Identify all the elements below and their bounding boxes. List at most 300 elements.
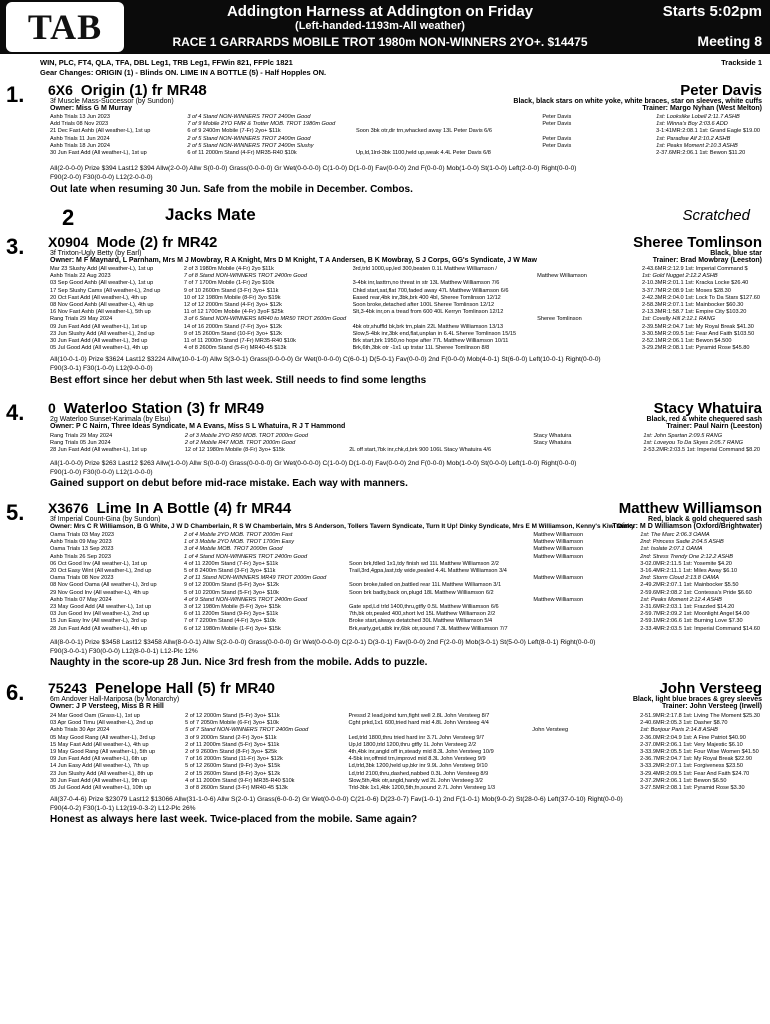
form-cell: 4th,4bk inr,angld off in,steady mid 8.3L John Versteeg 10/9 (348, 749, 494, 756)
runner-number: 1. (6, 82, 25, 107)
form-row (50, 440, 762, 447)
form-row (50, 128, 762, 135)
form-cell: Up,ld 1800,trld 1200,thru gtfly 1L John Versteeg 2/2 (348, 741, 477, 748)
form-cell: 08 Nov Good Ashb (All weather-L), 4th up (50, 302, 154, 309)
horse-name: Jacks Mate (165, 205, 256, 224)
form-row (50, 295, 762, 302)
form-row (50, 720, 762, 727)
form-cell: Rang Trials 05 Jun 2024 (50, 440, 111, 447)
form-cell: 2-13.3MR:1:58.7 1st: Empire City $103.20 (641, 309, 747, 316)
driver-name: Stacy Whatuira (653, 400, 762, 417)
career-stats: All(1-0-0-0) Prize $263 Last12 $263 Allw(1-0-0) Allw S(0-0-0) Grass(0-0-0-0) Gr Wet(0-0-0-0) C(1-0-0) D(1-0-0) Fav(0-0-0) 2nd F(0-0-0) Mob(1-0-0) St(0-0-0) Left(1-0-0) Right(0-0-0) (50, 460, 577, 467)
form-cell: Mar 23 Slushy Add (All weather-L), 1st up (50, 266, 154, 272)
trainer: Trainer: Brad Mowbray (Leeston) (652, 257, 762, 264)
form-cell: 14 Jun Easy Add (All weather-L), 7th up (50, 763, 149, 770)
track-conditions: (Left-handed-1193m-All weather) (295, 20, 465, 32)
form-row (50, 331, 762, 338)
form-cell (532, 756, 640, 763)
form-cell: 24 Mar Good Oam (Grass-L), 1st up (50, 713, 140, 719)
form-cell: 4-5bk inr,offmid trn,improvd mid 8.3L John Versteeg 9/9 (348, 756, 486, 763)
form-cell: 2-59.7MR:2:09.2 1st: Moonlight Angel $4.00 (640, 611, 750, 618)
form-cell: 5 of 10 2200m Stand (5-Fr) 3yo+ $10k (183, 589, 279, 596)
form-cell: 3 of 4 Mobile MOB. TROT 2000m Good (183, 546, 283, 553)
form-cell: 20 Oct Easy Wint (All weather-L), 2nd up (50, 568, 152, 575)
form-cell: 2nd: Stress Trendy One 2:12.2 ASHB (640, 553, 733, 560)
form-cell: 7th,bk otr,pealed 400,short lvd 15L Matthew Williamson 2/2 (349, 611, 496, 618)
form-row (50, 575, 762, 582)
racing-colours: Black, blue star (710, 250, 762, 257)
form-cell (533, 447, 643, 454)
runner-5 (0, 500, 770, 680)
driver-name: Matthew Williamson (618, 500, 762, 517)
form-cell: 1st: Covelly Hill 2:12.1 RANG (641, 316, 715, 323)
form-cell: 03 Sep Good Ashb (All weather-L), 1st up (50, 280, 154, 287)
racing-colours: Black, red & white chequered sash (646, 416, 762, 423)
form-cell: 2 of 12 2000m Stand (5-Fr) 3yo+ $11k (185, 713, 280, 719)
form-cell (537, 302, 642, 309)
form-cell: 5 of 12 2600m Stand (9-Fr) 3yo+ $15k (185, 763, 281, 770)
form-cell: Matthew Williamson (533, 596, 584, 603)
meeting-number: Meeting 8 (697, 33, 762, 49)
owner: Owner: P C Nairn, Three Ideas Syndicate, M A Evans, Miss S L Whatuira, R J T Hammond (50, 423, 346, 430)
form-cell (537, 295, 642, 302)
form-cell: 2-37.2MR:2:06.1 1st: Bewon $6.50 (640, 777, 727, 784)
form-cell: 2 of 3 Mobile 2YO R50 MOB. TROT 2000m Good (184, 433, 308, 439)
form-cell: Ashb Trials 26 Sep 2023 (50, 553, 111, 560)
owner: Owner: J P Versteeg, Miss B R Hill (50, 703, 164, 710)
form-cell: 1st: The Marc 2:06.3 OAMA (640, 532, 710, 538)
form-cell: 15 Jun Easy Inv (All weather-L), 3rd up (50, 618, 147, 625)
form-cell (349, 597, 533, 604)
form-cell: 19 May Good Rang (All weather-L), 5th up (50, 749, 156, 756)
form-cell: Peter Davis (542, 121, 572, 128)
form-cell: Soon brk badly,back on,plugd 18L Matthew Williamson 6/2 (349, 589, 494, 596)
form-cell: 7 of 7 1700m Mobile (1-Fr) 2yo $10k (183, 280, 275, 287)
horse-title: Lime In A Bottle (4) fr MR44 (96, 500, 292, 517)
form-table (50, 532, 762, 633)
form-cell (349, 532, 533, 539)
form-row (50, 546, 762, 553)
form-row (50, 749, 762, 756)
form-cell: 2 of 15 2600m Stand (8-Fr) 3yo+ $12k (185, 770, 281, 777)
form-cell (532, 720, 640, 727)
recent-stats: F90(3-0-1) F30(1-0-0) L12(9-0-0-0) (50, 365, 153, 372)
form-cell: 9 of 12 2000m Stand (5-Fr) 3yo+ $12k (183, 582, 279, 589)
form-row (50, 785, 762, 792)
form-cell (356, 136, 542, 143)
owner: Owner: M F Maynard, L Parnham, Mrs M J Mowbray, R A Knight, Mrs D M Knight, T A Andersen, B K Mowbray, S J Corps, GG's Syndicate, J W Maw (50, 257, 537, 264)
form-cell: 11 of 12 1700m Mobile (4-Fr) 3yoF $25k (183, 309, 284, 316)
form-cell: 4bk otr,shuffld bk,brk trn,plain 22L Matthew Williamson 13/13 (352, 323, 504, 330)
form-comment: Out late when resuming 30 Jun. Safe from the mobile in December. Combos. (50, 184, 413, 195)
form-cell: 1 of 3 Mobile 2YO MOB. TROT 1700m Easy (183, 539, 295, 546)
form-row (50, 590, 762, 597)
driver-name: John Versteeg (659, 680, 762, 697)
form-row (50, 539, 762, 546)
meeting-title: Addington Harness at Addington on Friday (226, 3, 534, 20)
form-cell: Add Trials 08 Nov 2023 (50, 121, 109, 128)
form-row (50, 604, 762, 611)
breeding: 3f Trixton-Ugly Betty (by Earl) (50, 250, 142, 257)
breeding: 6m Andover Hall-Mariposa (by Monarchy) (50, 696, 180, 703)
form-cell (532, 749, 640, 756)
form-cell: 2-36.0MR:2:04.9 1st: A Fine Patriot $40.90 (640, 734, 746, 741)
form-cell: 30 Jun Fast Add (All weather-L), 9th up (50, 777, 148, 784)
form-table (50, 266, 762, 352)
recent-form: 75243 (48, 680, 87, 696)
horse-name (48, 234, 217, 251)
form-cell (532, 785, 640, 792)
form-cell: Slow,5-4bk inr,3bk end,flat,unplan in 6.4L Sheree Tomlinson 15/15 (352, 330, 517, 337)
racing-colours: Black, black stars on white yoke, white braces, star on sleeves, white cuffs (513, 98, 762, 105)
form-cell: 1st: Lookslike Lobell 2:11.7 ASHB (656, 114, 740, 120)
form-row (50, 618, 762, 625)
form-cell: Slt,3-4bk inr,on a tread from 600 40L Kerryn Tomlinson 12/12 (352, 309, 504, 316)
form-row (50, 561, 762, 568)
breeding: 2g Waterloo Sunset-Karimala (by Elsu) (50, 416, 171, 423)
form-row (50, 288, 762, 295)
form-row (50, 756, 762, 763)
form-row (50, 447, 762, 454)
trainer: Trainer: Paul Nairn (Leeston) (666, 423, 762, 430)
form-cell: Soon broke,tailed on,battled rear 11L Matthew Williamson 3/1 (349, 582, 502, 589)
form-cell: 3-29.4MR:2:09.5 1st: Fear And Faith $24.70 (640, 770, 750, 777)
form-cell (349, 575, 533, 582)
form-cell: 2 of 11 2000m Stand (5-Fr) 3yo+ $11k (185, 741, 280, 748)
runner-number: 6. (6, 680, 25, 705)
form-cell: 12 of 12 2000m Stand (4-Fr) 3yo+ $12k (183, 302, 282, 309)
form-cell: 2-10.3MR:2:01.1 1st: Kracka Locke $26.40 (641, 280, 749, 287)
form-cell (349, 554, 533, 561)
form-cell: Brk start,brk 1950,no hope after 77L Matthew Williamson 10/11 (352, 338, 509, 345)
form-cell: 3 of 9 2000m Stand (2-Fr) 3yo+ $11k (185, 734, 277, 741)
form-cell: 1st: Winna's Boy 2:03.6 ADD (656, 121, 728, 128)
runner-3 (0, 234, 770, 400)
form-cell (349, 440, 533, 447)
bet-types: WIN, PLC, FT4, QLA, TFA, DBL Leg1, TRB Leg1, FFWin 821, FFPlc 1821 (40, 58, 293, 67)
form-cell: Brk,early,get,atbk inr,6bk otr,sound 7.3L Matthew Williamson 7/7 (349, 625, 508, 632)
form-cell: 2-43.6MR:2:12.9 1st: Imperial Command $ (641, 266, 748, 272)
form-cell (537, 266, 642, 273)
form-row (50, 143, 762, 150)
form-cell (349, 539, 533, 546)
career-stats: All(8-0-0-1) Prize $3458 Last12 $3458 Allw(8-0-0-1) Allw S(2-0-0-0) Grass(0-0-0-0) Gr Wet(0-0-0-0) C(2-0-1) D(3-0-1) Fav(0-0-0) 2nd F(2-0-0) Mob(3-0-1) St(5-0-0) Left(8-0-1) Right(0-0-0) (50, 639, 596, 646)
form-cell: 2-40.6MR:2:05.3 1st: Dasher $8.70 (640, 720, 728, 727)
form-table (50, 114, 762, 157)
form-cell: 2-51.9MR:2:17.8 1st: Living The Moment $25.30 (640, 713, 760, 719)
breeding: 3f Imperial Count-Gina (by Sundon) (50, 516, 161, 523)
horse-name (48, 680, 275, 697)
runner-2 (0, 205, 770, 231)
form-cell: 3 of 4 Stand NON-WINNERS TROT 2400m Good (187, 114, 311, 120)
form-row (50, 324, 762, 331)
form-cell: 6 of 11 2000m Stand (4-Fr) MR35-R40 $10k (187, 150, 297, 157)
form-cell: 1st: Bonjour Paris 2:14.8 ASHB (640, 727, 718, 734)
form-cell (532, 778, 640, 785)
form-row (50, 302, 762, 309)
form-cell: 23 Jun Slushy Add (All weather-L), 8th up (50, 770, 153, 777)
owner: Owner: Miss G M Murray (50, 105, 133, 112)
form-cell: 2L off start,7bk inr,chk,d,brk 900 106L Stacy Whatuira 4/6 (349, 447, 492, 454)
form-cell: 1st: Peaks Moment 2:10.3 ASHB (656, 142, 738, 149)
form-cell: Up,ld,1lrd-3bk 1100,held up,weak 4.4L Peter Davis 6/8 (355, 150, 491, 157)
recent-form: 6X6 (48, 82, 73, 98)
form-cell: 09 Jun Fast Add (All weather-L), 6th up (50, 756, 148, 763)
form-cell (533, 590, 640, 597)
form-cell: 3 of 12 1980m Mobile (5-Fr) 3yo+ $15k (183, 604, 281, 611)
form-comment: Honest as always here last week. Twice-placed from the mobile. Same again? (50, 814, 418, 825)
form-row (50, 626, 762, 633)
form-cell: Cght prkd,1x1 600,tried hard mid 4.8L John Versteeg 4/4 (348, 720, 489, 727)
form-cell: Ashb Trials 09 May 2023 (50, 539, 112, 546)
form-cell: Led,trld 1800,thru tried hard inr 3.7L John Versteeg 9/7 (348, 734, 485, 741)
form-cell: Slow,5th,4bk otr,angld,handy wd 2L John Versteeg 3/2 (348, 777, 483, 784)
form-cell: 5 of 8 2400m Stand (3-Fr) 3yo+ $11k (183, 568, 276, 575)
form-cell: 05 Jul Good Add (All weather-L), 4th up (50, 345, 148, 352)
form-cell: 14 of 16 2000m Stand (7-Fr) 3yo+ $12k (183, 323, 282, 330)
form-cell: 2-58.3MR:2:07.1 1st: Mainbocker $60.30 (641, 302, 744, 309)
career-stats: All(2-0-0-0) Prize $394 Last12 $394 Allw(2-0-0) Allw S(0-0-0) Grass(0-0-0-0) Gr Wet(0-0-0-0) C(1-0-0) D(1-0-0) Fav(0-0-0) 2nd F(0-0-0) Mob(1-0-0) St(1-0-0) Left(2-0-0) Right(0-0-0) (50, 165, 577, 172)
form-cell (533, 618, 640, 625)
form-cell (532, 763, 640, 770)
form-row (50, 433, 762, 440)
form-cell (532, 713, 640, 720)
driver-name: Peter Davis (680, 82, 762, 99)
runner-6 (0, 680, 770, 825)
recent-stats: F90(4-0-2) F30(1-0-1) L12(19-0-3-2) L12-Plc 26% (50, 805, 196, 812)
form-cell: 2-33.4MR:2:03.5 1st: Imperial Command $14.60 (640, 625, 760, 632)
recent-form: X0904 (48, 234, 89, 250)
form-cell: Oama Trials 08 Nov 2023 (50, 575, 114, 582)
form-cell: 7 of 16 2000m Stand (11-Fr) 3yo+ $12k (185, 756, 283, 763)
form-cell: Soon broke,detached after 100L Sheree Tomlinson 12/12 (352, 302, 495, 309)
form-row (50, 114, 762, 121)
form-cell: 2 of 11 Stand NON-WINNERS MR49 TROT 2000m Good (183, 575, 327, 582)
form-cell: 1 of 4 Stand NON-WINNERS TROT 2400m Good (183, 553, 308, 560)
horse-title: Penelope Hall (5) fr MR40 (94, 680, 275, 697)
form-row (50, 611, 762, 618)
form-cell: 2-49.2MR:2:07.1 1st: Mainbocker $5.50 (640, 582, 739, 589)
form-cell: Brk,6th,3bk otr -1x1 up trstar 11L Sheree Tomlinson 8/8 (352, 345, 490, 352)
form-cell: 1st: Loveyou To Da Skyes 2:05.7 RANG (643, 440, 743, 447)
form-cell (537, 324, 642, 331)
form-cell: 2-37.0MR:2:06.1 1st: Very Majestic $6.10 (640, 741, 743, 748)
form-cell (533, 604, 640, 611)
form-cell: Oama Trials 03 May 2023 (50, 532, 115, 538)
form-cell: 2-59.1MR:2:06.6 1st: Burning Love $7.30 (640, 618, 743, 625)
form-cell: Soon 3bk otr,dir trn,whacked away 13L Peter Davis 6/6 (355, 128, 492, 135)
form-cell: 17 Sep Slushy Cams (All weather-L), 2nd up (50, 287, 161, 294)
form-cell: 2 of 2 Mobile R47 MOB. TROT 2000m Good (184, 440, 296, 447)
form-cell: Peter Davis (542, 135, 572, 142)
form-cell (542, 128, 656, 135)
form-cell: 2 of 3 1980m Mobile (4-Fr) 2yo $11k (183, 266, 274, 272)
form-cell: Gate spd,Ld trld 1400,thru,gtfly 0.5L Matthew Williamson 6/6 (349, 604, 499, 611)
career-stats: All(37-0-4-6) Prize $23079 Last12 $13066 Allw(31-1-0-6) Allw S(2-0-1) Grass(6-0-0-2) Gr Wet(0-0-0-0) C(21-0-6) D(23-0-7) Fav(1-0-1) 2nd F(1-0-1) Mob(9-0-2) St(28-0-6) Left(37-0-10) Right(0-0-0) (50, 796, 623, 803)
form-cell: 9 of 10 2600m Stand (3-Fr) 3yo+ $11k (183, 287, 279, 294)
runner-number: 2 (62, 205, 75, 230)
form-cell: 3-27.5MR:2:08.1 1st: Pyramid Rose $3.30 (640, 785, 745, 792)
horse-title: Mode (2) fr MR42 (96, 234, 218, 251)
form-row (50, 763, 762, 770)
form-cell: 2-52.1MR:2:06.1 1st: Bewon $4.500 (641, 338, 732, 345)
form-cell: 3-30.5MR:2:09.5 1st: Fear And Faith $103.50 (641, 330, 755, 337)
form-cell: Matthew Williamson (533, 575, 584, 582)
form-cell (533, 568, 640, 575)
form-row (50, 266, 762, 273)
tab-logo: TAB (6, 2, 124, 52)
form-cell: 06 Oct Good Inv (All weather-L), 1st up (50, 560, 148, 567)
form-cell (353, 316, 538, 323)
form-cell: 2 of 4 Mobile 2YO MOB. TROT 2000m Fast (183, 532, 293, 538)
career-stats: All(10-0-1-0) Prize $3624 Last12 $3224 Allw(10-0-1-0) Allw S(3-0-1) Grass(0-0-0-0) Gr Wet(0-0-0-0) C(6-0-1) D(5-0-1) Fav(0-0-0) 2nd F(0-0-0) Mob(4-0-1) St(6-0-0) Left(10-0-1) Right(0-0-0) (50, 356, 601, 363)
form-row (50, 568, 762, 575)
form-cell: 1st: Paradise Alf 2:10.2 ASHB (656, 135, 731, 142)
form-cell (533, 626, 640, 633)
form-cell: 9 of 15 2600m Stand (10-Fr) 3yo+ $12k (183, 330, 282, 337)
form-cell: 05 Jul Good Add (All weather-L), 10th up (50, 785, 152, 792)
form-cell: Ashb Trials 13 Jun 2023 (50, 114, 111, 120)
form-cell: 05 May Good Rang (All weather-L), 3rd up (50, 734, 156, 741)
form-cell: Ashb Trials 18 Jun 2024 (50, 142, 111, 149)
form-cell (348, 727, 532, 734)
form-cell: Matthew Williamson (537, 273, 587, 280)
form-row (50, 713, 762, 720)
scratched-label: Scratched (682, 207, 750, 224)
form-row (50, 554, 762, 561)
form-cell: Matthew Williamson (533, 546, 584, 553)
form-cell: Matthew Williamson (533, 532, 584, 538)
form-cell: 2-59.6MR:2:08.2 1st: Contessa's Pride $6.60 (640, 589, 752, 596)
runner-number: 5. (6, 500, 25, 525)
form-cell: 2-53.2MR:2:03.5 1st: Imperial Command $8.20 (643, 447, 760, 454)
form-cell (533, 561, 640, 568)
form-cell: 3-33.9MR:2:05.5 1st: Four Wise Women $41.50 (640, 749, 759, 756)
form-cell: Peter Davis (542, 142, 572, 149)
form-cell: Stacy Whatuira (533, 433, 572, 439)
form-cell: 3 of 8 2600m Stand (3-Fr) MR40-45 $13k (185, 785, 288, 792)
form-table (50, 433, 762, 455)
form-cell: Matthew Williamson (533, 539, 584, 546)
form-cell: 29 Nov Good Inv (All weather-L), 4th up (50, 589, 149, 596)
recent-form: X3676 (48, 500, 89, 516)
form-cell: Ashb Trials 22 Aug 2023 (50, 273, 111, 280)
form-cell: Ld,trld,3bk 1200,held up,bkr inr 9.9L John Versteeg 9/10 (348, 763, 488, 770)
form-cell: 09 Jun Fast Add (All weather-L), 1st up (50, 323, 147, 330)
form-cell: Ashb Trials 07 May 2024 (50, 596, 112, 603)
form-cell (542, 150, 656, 157)
form-cell: Ashb Trials 11 Jun 2024 (50, 135, 110, 142)
form-cell (537, 280, 642, 287)
form-row (50, 727, 762, 734)
gear-changes: Gear Changes: ORIGIN (1) - Blinds ON. LIME IN A BOTTLE (5) - Half Hopples ON. (40, 68, 327, 77)
form-cell: 3-37.7MR:2:08.9 1st: Moses $28.30 (641, 287, 731, 294)
form-cell: 4 of 9 Stand NON-WINNERS TROT 2400m Good (183, 596, 308, 603)
form-cell: 4 of 8 2600m Stand (5-Fr) MR40-45 $13k (183, 345, 287, 352)
form-cell (537, 338, 642, 345)
form-cell: 3 of 6 Stand NON-WINNERS MR40 to MR50 TROT 2600m Good (183, 316, 347, 323)
race-title: RACE 1 GARRARDS MOBILE TROT 1980m NON-WINNERS 2YO+. $14475 (172, 35, 588, 49)
form-cell: 28 Jun Fast Add (All weather-L), 1st up (50, 447, 147, 454)
form-comment: Gained support on debut before mid-race mistake. Each way with manners. (50, 478, 408, 489)
form-cell: 30 Jun Fast Add (All weather-L), 3rd up (50, 338, 148, 345)
form-cell: 5 of 7 2050m Mobile (6-Fr) 3yo+ $10k (185, 720, 279, 727)
form-cell: 3-33.2MR:2:07.1 1st: Forgiveness $23.50 (640, 763, 743, 770)
form-table (50, 713, 762, 792)
form-cell: 6 of 11 2200m Stand (9-Fr) 3yo+ $11k (183, 611, 279, 618)
form-cell: 2-36.7MR:2:04.7 1st: My Royal Break $22.90 (640, 756, 753, 763)
form-cell: 6 of 9 2400m Mobile (7-Fr) 2yo+ $11k (187, 128, 281, 135)
form-cell: Oama Trials 13 Sep 2023 (50, 546, 114, 553)
form-cell: 2 of 9 2600m Stand (8-Fr) 3yo+ $25k (185, 749, 278, 756)
form-row (50, 273, 762, 280)
runner-number: 4. (6, 400, 25, 425)
horse-name (48, 400, 264, 417)
form-cell: 11 of 11 2000m Stand (7-Fr) MR35-R40 $10k (183, 338, 296, 345)
form-cell: 4 of 11 2000m Stand (9-Fr) MR35-R40 $10k (185, 777, 295, 784)
form-cell (356, 143, 542, 150)
form-row (50, 771, 762, 778)
form-cell: Pressd 2 lead,joind turn,fight well 2.8L John Versteeg 8/7 (348, 713, 490, 719)
form-cell: Chkd start,sat,flat 700,faded away 47L Matthew Williamson 6/6 (352, 287, 509, 294)
form-cell: 2 of 5 Stand NON-WINNERS TROT 2400m Slushy (187, 142, 314, 149)
horse-title: Waterloo Station (3) fr MR49 (63, 400, 265, 417)
form-cell: Stacy Whatuira (533, 440, 572, 447)
form-cell: Rang Trials 29 May 2024 (50, 316, 113, 323)
trainer: Trainer: John Versteeg (Irwell) (662, 703, 762, 710)
form-cell: 08 Nov Good Oama (All weather-L), 3rd up (50, 582, 157, 589)
form-row (50, 280, 762, 287)
form-row (50, 597, 762, 604)
horse-title: Origin (1) fr MR48 (80, 82, 207, 99)
form-row (50, 150, 762, 157)
form-cell: Peter Davis (542, 114, 572, 120)
recent-stats: F90(3-0-0-1) F30(0-0-0) L12(8-0-0-1) L12-Plc 12% (50, 648, 198, 655)
form-cell (533, 611, 640, 618)
form-cell: Soon brk,fdled 1x1,tdy finish wd 11L Matthew Williamson 2/2 (349, 560, 499, 567)
form-cell: 7 of 7 2200m Stand (4-Fr) 3yo+ $10k (183, 618, 276, 625)
form-cell: 2nd: Storm Cloud 2:13.8 OAMA (640, 575, 719, 582)
form-cell: 03 Jun Good Inv (All weather-L), 2nd up (50, 611, 150, 618)
form-cell: 23 May Good Add (All weather-L), 1st up (50, 604, 152, 611)
form-cell (532, 771, 640, 778)
form-cell: 2-31.6MR:2:03.1 1st: Frazzled $14.20 (640, 604, 735, 611)
form-cell: 15 May Fast Add (All weather-L), 4th up (50, 741, 149, 748)
form-cell (537, 309, 642, 316)
form-cell: Ld,trld 2100,thru,dashed,nabbed 0.3L John Versteeg 8/9 (348, 770, 489, 777)
trainer: Trainer: M D Williamson (Oxford/Brightwater) (612, 523, 762, 530)
form-cell: 2-39.5MR:2:04.7 1st: My Royal Break $41.30 (641, 323, 754, 330)
form-cell (356, 121, 542, 128)
form-cell: Sheree Tomlinson (537, 316, 582, 323)
form-cell (537, 345, 642, 352)
form-cell: John Versteeg (532, 727, 569, 734)
form-row (50, 742, 762, 749)
form-row (50, 121, 762, 128)
form-cell: 10 of 12 1980m Mobile (8-Fr) 3yo $19k (183, 294, 281, 301)
form-cell (532, 742, 640, 749)
recent-stats: F90(2-0-0) F30(0-0-0) L12(2-0-0-0) (50, 174, 153, 181)
form-cell (537, 288, 642, 295)
form-cell: 2nd: Princess Sadie 2:04.5 ASHB (640, 539, 724, 546)
form-row (50, 582, 762, 589)
form-cell (353, 273, 538, 280)
start-time: Starts 5:02pm (662, 3, 762, 20)
trackside-channel: Trackside 1 (721, 58, 762, 67)
trainer: Trainer: Margo Nyhan (West Melton) (642, 105, 762, 112)
form-cell: 1st: John Spartan 2:09.5 RANG (643, 433, 723, 439)
runner-1 (0, 82, 770, 212)
